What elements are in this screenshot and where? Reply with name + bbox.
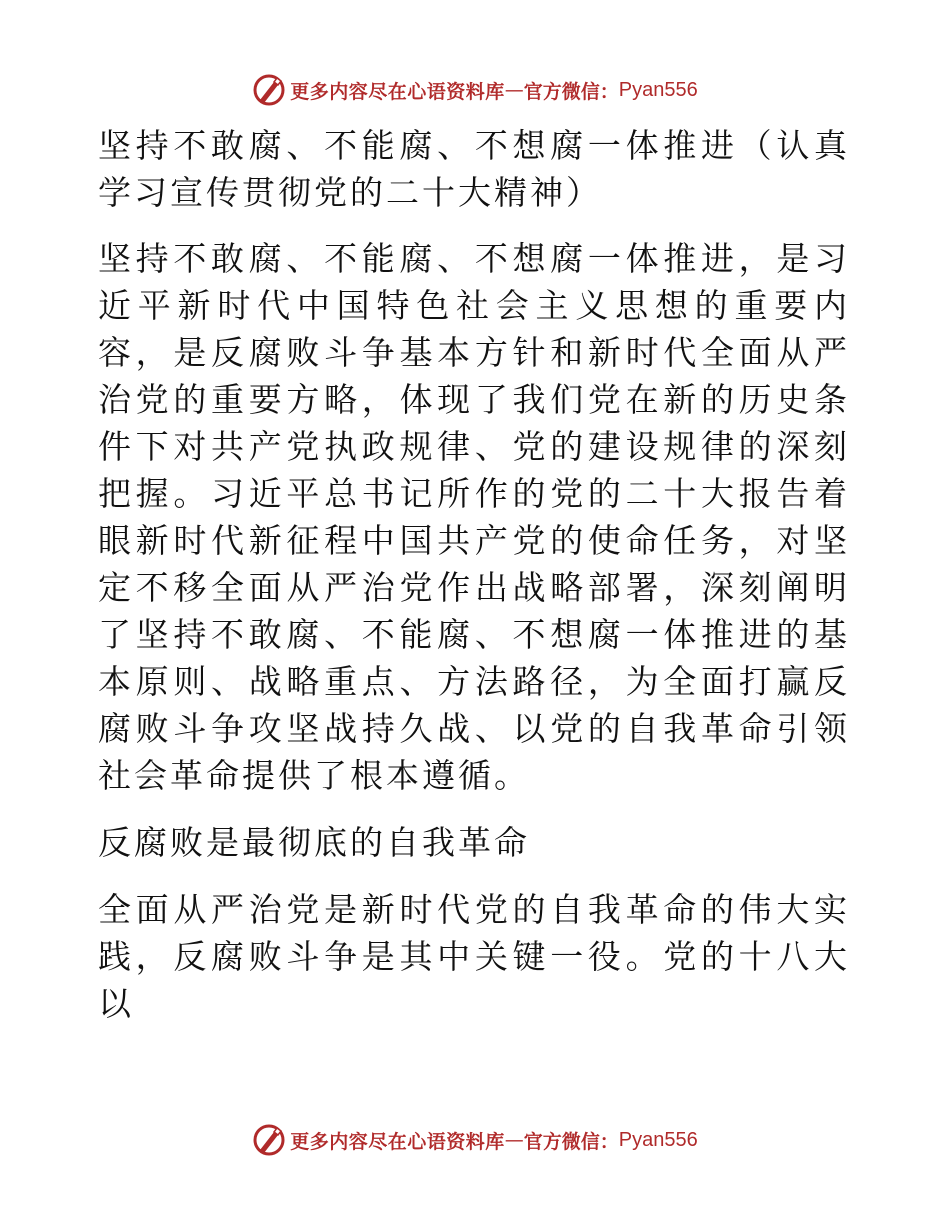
footer-banner bbox=[0, 1120, 950, 1160]
pen-logo-icon bbox=[252, 1123, 286, 1157]
banner-site-text: 更多内容尽在心语资料库 bbox=[290, 1130, 505, 1153]
paragraph-2: 全面从严治党是新时代党的自我革命的伟大实践，反腐败斗争是其中关键一役。党的十八大以 bbox=[98, 890, 850, 1023]
section-heading: 反腐败是最彻底的自我革命 bbox=[98, 823, 530, 862]
banner-site-text: 更多内容尽在心语资料库 bbox=[290, 80, 505, 103]
banner-wechat-label: 官方微信： bbox=[523, 1130, 619, 1153]
header-banner bbox=[0, 70, 950, 110]
document-body bbox=[98, 122, 850, 1027]
banner-wechat-label: 官方微信： bbox=[523, 80, 619, 103]
document-title: 坚持不敢腐、不能腐、不想腐一体推进（认真学习宣传贯彻党的二十大精神） bbox=[98, 126, 850, 212]
banner-dash: — bbox=[504, 79, 524, 101]
banner-wechat-id: Pyan556 bbox=[618, 78, 698, 101]
paragraph-1: 坚持不敢腐、不能腐、不想腐一体推进，是习近平新时代中国特色社会主义思想的重要内容，是反腐败斗争基本方针和新时代全面从严治党的重要方略，体现了我们党在新的历史条件下对共产党执政规律、党的建设规律的深刻把握。习近平总书记所作的党的二十大报告着眼新时代新征程中国共产党的使命任务，对坚定不移全面从严治党作出战略部署，深刻阐明了坚持不敢腐、不能腐、不想腐一体推进的基本原则、战略重点、方法路径，为全面打赢反腐败斗争攻坚战持久战、以党的自我革命引领社会革命提供了根本遵循。 bbox=[98, 239, 850, 795]
pen-logo-icon bbox=[252, 73, 286, 107]
banner-wechat-id: Pyan556 bbox=[618, 1128, 698, 1151]
banner-dash: — bbox=[504, 1129, 524, 1151]
